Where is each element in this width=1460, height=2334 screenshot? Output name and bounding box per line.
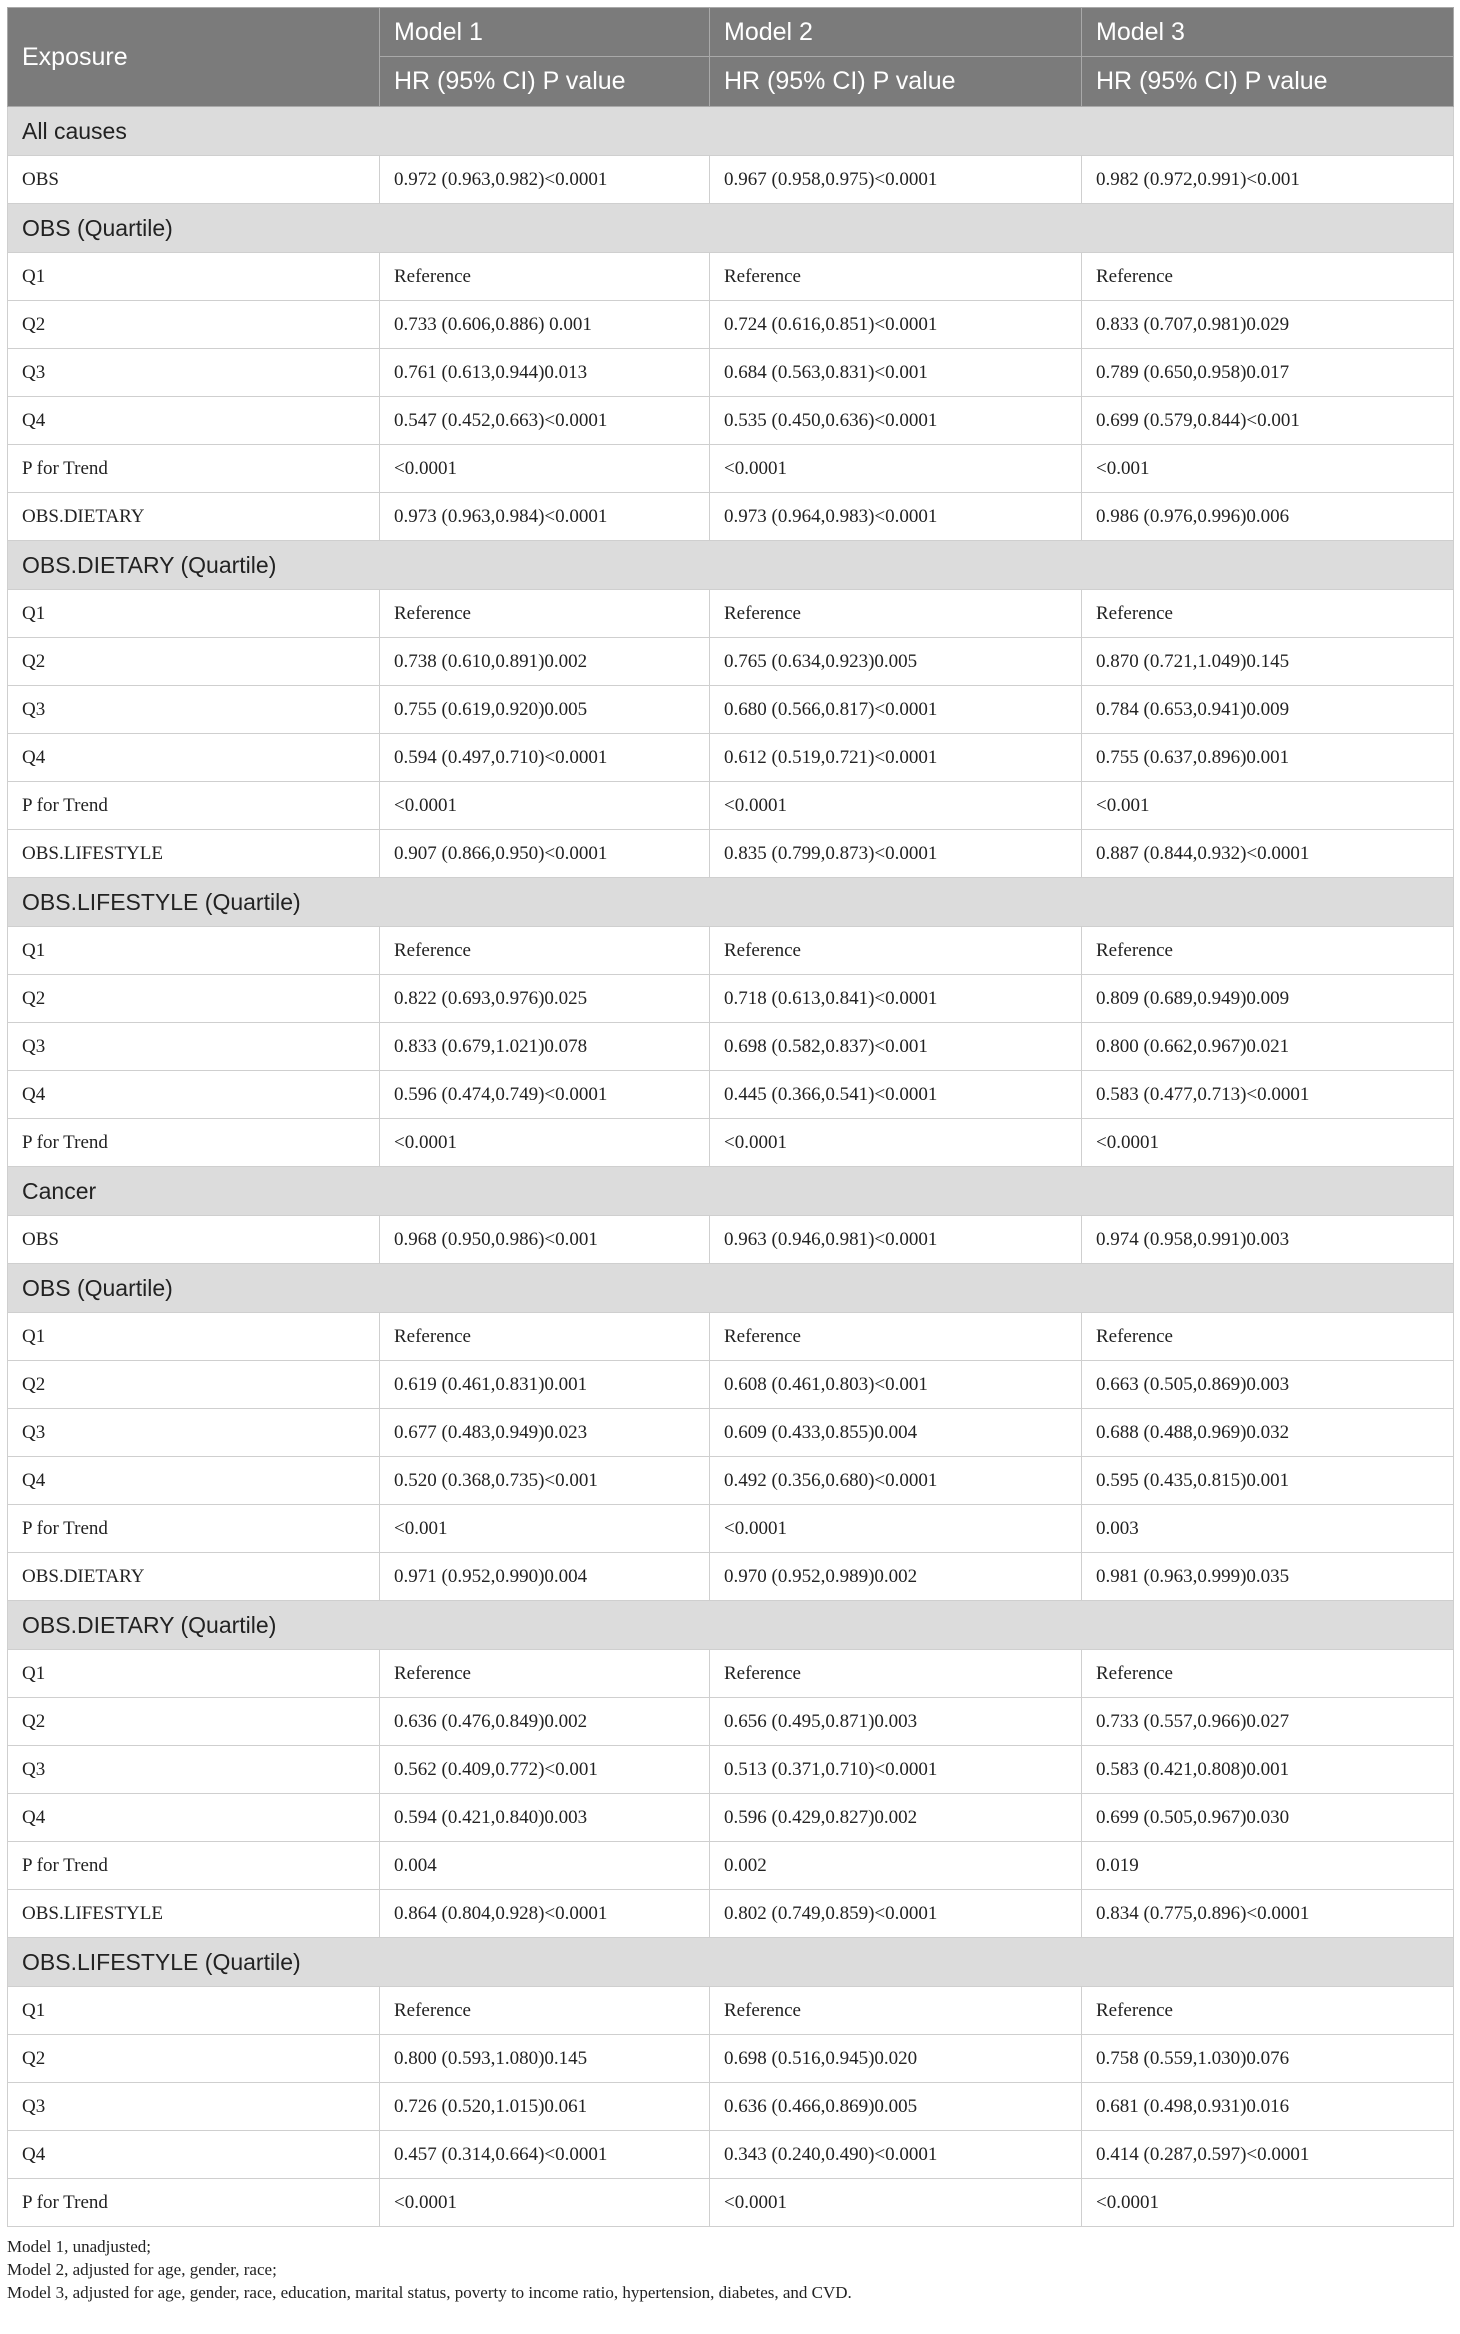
cell-model-3: 0.982 (0.972,0.991)<0.001	[1082, 156, 1454, 204]
cell-model-3: <0.0001	[1082, 2179, 1454, 2227]
table-row	[8, 1746, 1454, 1794]
row-label: OBS.DIETARY	[8, 493, 380, 541]
cell-model-2: 0.684 (0.563,0.831)<0.001	[710, 349, 1082, 397]
cell-model-1: 0.547 (0.452,0.663)<0.0001	[380, 397, 710, 445]
cell-model-2: Reference	[710, 927, 1082, 975]
section-header-row	[8, 1601, 1454, 1650]
table-row	[8, 1890, 1454, 1938]
header-exposure: Exposure	[8, 8, 380, 107]
cell-model-1: Reference	[380, 927, 710, 975]
row-label: P for Trend	[8, 2179, 380, 2227]
cell-model-3: Reference	[1082, 253, 1454, 301]
cell-model-1: 0.968 (0.950,0.986)<0.001	[380, 1216, 710, 1264]
table-row	[8, 253, 1454, 301]
table-row	[8, 2083, 1454, 2131]
cell-model-2: 0.724 (0.616,0.851)<0.0001	[710, 301, 1082, 349]
row-label: OBS.LIFESTYLE	[8, 830, 380, 878]
cell-model-3: 0.414 (0.287,0.597)<0.0001	[1082, 2131, 1454, 2179]
cell-model-3: 0.809 (0.689,0.949)0.009	[1082, 975, 1454, 1023]
table-row	[8, 1409, 1454, 1457]
row-label: Q3	[8, 349, 380, 397]
section-title: OBS.LIFESTYLE (Quartile)	[8, 1938, 1454, 1987]
cell-model-3: Reference	[1082, 590, 1454, 638]
cell-model-3: 0.663 (0.505,0.869)0.003	[1082, 1361, 1454, 1409]
row-label: Q3	[8, 1409, 380, 1457]
row-label: Q2	[8, 301, 380, 349]
table-row	[8, 2035, 1454, 2083]
cell-model-1: 0.971 (0.952,0.990)0.004	[380, 1553, 710, 1601]
row-label: Q3	[8, 2083, 380, 2131]
cell-model-2: <0.0001	[710, 1119, 1082, 1167]
cell-model-3: 0.789 (0.650,0.958)0.017	[1082, 349, 1454, 397]
cell-model-3: 0.981 (0.963,0.999)0.035	[1082, 1553, 1454, 1601]
cell-model-1: 0.833 (0.679,1.021)0.078	[380, 1023, 710, 1071]
cell-model-3: 0.834 (0.775,0.896)<0.0001	[1082, 1890, 1454, 1938]
row-label: Q4	[8, 1457, 380, 1505]
table-row	[8, 445, 1454, 493]
table-footnotes	[7, 2235, 1453, 2304]
table-header	[8, 8, 1454, 107]
section-header-row	[8, 1167, 1454, 1216]
table-row	[8, 1650, 1454, 1698]
row-label: Q4	[8, 734, 380, 782]
row-label: P for Trend	[8, 1505, 380, 1553]
cell-model-1: Reference	[380, 1987, 710, 2035]
header-model-2: Model 2	[710, 8, 1082, 57]
cell-model-2: 0.445 (0.366,0.541)<0.0001	[710, 1071, 1082, 1119]
cell-model-2: Reference	[710, 253, 1082, 301]
cell-model-1: 0.457 (0.314,0.664)<0.0001	[380, 2131, 710, 2179]
cell-model-1: Reference	[380, 590, 710, 638]
cell-model-2: 0.967 (0.958,0.975)<0.0001	[710, 156, 1082, 204]
results-table-container	[7, 7, 1453, 2304]
table-row	[8, 734, 1454, 782]
cell-model-2: <0.0001	[710, 1505, 1082, 1553]
section-title: Cancer	[8, 1167, 1454, 1216]
table-row	[8, 397, 1454, 445]
cell-model-2: 0.680 (0.566,0.817)<0.0001	[710, 686, 1082, 734]
table-row	[8, 1987, 1454, 2035]
cell-model-1: 0.726 (0.520,1.015)0.061	[380, 2083, 710, 2131]
table-row	[8, 1023, 1454, 1071]
cell-model-3: 0.755 (0.637,0.896)0.001	[1082, 734, 1454, 782]
cell-model-3: 0.583 (0.477,0.713)<0.0001	[1082, 1071, 1454, 1119]
row-label: Q4	[8, 2131, 380, 2179]
cell-model-2: 0.970 (0.952,0.989)0.002	[710, 1553, 1082, 1601]
cell-model-3: Reference	[1082, 927, 1454, 975]
cell-model-2: 0.535 (0.450,0.636)<0.0001	[710, 397, 1082, 445]
cell-model-2: 0.698 (0.582,0.837)<0.001	[710, 1023, 1082, 1071]
table-row	[8, 1216, 1454, 1264]
cell-model-2: 0.343 (0.240,0.490)<0.0001	[710, 2131, 1082, 2179]
cell-model-2: 0.973 (0.964,0.983)<0.0001	[710, 493, 1082, 541]
table-row	[8, 782, 1454, 830]
table-row	[8, 156, 1454, 204]
row-label: Q1	[8, 1313, 380, 1361]
row-label: Q1	[8, 927, 380, 975]
cell-model-3: 0.699 (0.505,0.967)0.030	[1082, 1794, 1454, 1842]
cell-model-1: 0.864 (0.804,0.928)<0.0001	[380, 1890, 710, 1938]
cell-model-1: 0.972 (0.963,0.982)<0.0001	[380, 156, 710, 204]
cell-model-2: 0.492 (0.356,0.680)<0.0001	[710, 1457, 1082, 1505]
table-row	[8, 349, 1454, 397]
cell-model-3: 0.688 (0.488,0.969)0.032	[1082, 1409, 1454, 1457]
row-label: Q1	[8, 590, 380, 638]
row-label: Q2	[8, 1698, 380, 1746]
cell-model-3: 0.833 (0.707,0.981)0.029	[1082, 301, 1454, 349]
subheader-model-1: HR (95% CI) P value	[380, 57, 710, 107]
cell-model-1: 0.907 (0.866,0.950)<0.0001	[380, 830, 710, 878]
cell-model-2: 0.636 (0.466,0.869)0.005	[710, 2083, 1082, 2131]
row-label: P for Trend	[8, 1842, 380, 1890]
row-label: OBS.DIETARY	[8, 1553, 380, 1601]
cell-model-2: 0.596 (0.429,0.827)0.002	[710, 1794, 1082, 1842]
table-row	[8, 1457, 1454, 1505]
row-label: Q2	[8, 1361, 380, 1409]
row-label: Q4	[8, 1794, 380, 1842]
table-row	[8, 590, 1454, 638]
cell-model-3: Reference	[1082, 1987, 1454, 2035]
table-row	[8, 2179, 1454, 2227]
cell-model-1: <0.0001	[380, 2179, 710, 2227]
section-header-row	[8, 1938, 1454, 1987]
cell-model-2: 0.608 (0.461,0.803)<0.001	[710, 1361, 1082, 1409]
cell-model-2: 0.963 (0.946,0.981)<0.0001	[710, 1216, 1082, 1264]
row-label: P for Trend	[8, 1119, 380, 1167]
cell-model-1: 0.733 (0.606,0.886) 0.001	[380, 301, 710, 349]
section-title: OBS (Quartile)	[8, 1264, 1454, 1313]
table-row	[8, 975, 1454, 1023]
table-body	[8, 107, 1454, 2227]
cell-model-1: <0.0001	[380, 1119, 710, 1167]
cell-model-2: Reference	[710, 1987, 1082, 2035]
cell-model-3: <0.0001	[1082, 1119, 1454, 1167]
cell-model-3: Reference	[1082, 1313, 1454, 1361]
cell-model-3: 0.800 (0.662,0.967)0.021	[1082, 1023, 1454, 1071]
header-model-3: Model 3	[1082, 8, 1454, 57]
table-row	[8, 1698, 1454, 1746]
footnote-model-3: Model 3, adjusted for age, gender, race, education, marital status, poverty to income ratio, hypertension, diabetes, and CVD.	[7, 2283, 852, 2302]
cell-model-1: 0.755 (0.619,0.920)0.005	[380, 686, 710, 734]
section-header-row	[8, 204, 1454, 253]
cell-model-1: 0.619 (0.461,0.831)0.001	[380, 1361, 710, 1409]
footnote-model-2: Model 2, adjusted for age, gender, race;	[7, 2260, 277, 2279]
cell-model-3: <0.001	[1082, 782, 1454, 830]
cell-model-1: 0.596 (0.474,0.749)<0.0001	[380, 1071, 710, 1119]
cell-model-3: 0.681 (0.498,0.931)0.016	[1082, 2083, 1454, 2131]
cell-model-2: <0.0001	[710, 445, 1082, 493]
cell-model-1: 0.636 (0.476,0.849)0.002	[380, 1698, 710, 1746]
cell-model-3: 0.758 (0.559,1.030)0.076	[1082, 2035, 1454, 2083]
section-header-row	[8, 541, 1454, 590]
row-label: OBS.LIFESTYLE	[8, 1890, 380, 1938]
table-row	[8, 1794, 1454, 1842]
row-label: Q3	[8, 1023, 380, 1071]
table-row	[8, 1842, 1454, 1890]
cell-model-3: 0.887 (0.844,0.932)<0.0001	[1082, 830, 1454, 878]
cell-model-2: 0.765 (0.634,0.923)0.005	[710, 638, 1082, 686]
cell-model-2: 0.513 (0.371,0.710)<0.0001	[710, 1746, 1082, 1794]
row-label: Q2	[8, 638, 380, 686]
cell-model-2: Reference	[710, 590, 1082, 638]
cell-model-2: 0.656 (0.495,0.871)0.003	[710, 1698, 1082, 1746]
cell-model-1: 0.738 (0.610,0.891)0.002	[380, 638, 710, 686]
section-title: OBS.DIETARY (Quartile)	[8, 1601, 1454, 1650]
cell-model-1: 0.520 (0.368,0.735)<0.001	[380, 1457, 710, 1505]
table-row	[8, 927, 1454, 975]
row-label: Q2	[8, 975, 380, 1023]
table-row	[8, 638, 1454, 686]
row-label: Q1	[8, 1650, 380, 1698]
cell-model-2: 0.802 (0.749,0.859)<0.0001	[710, 1890, 1082, 1938]
cell-model-1: 0.800 (0.593,1.080)0.145	[380, 2035, 710, 2083]
footnote-model-1: Model 1, unadjusted;	[7, 2237, 152, 2256]
row-label: Q4	[8, 1071, 380, 1119]
cell-model-1: 0.973 (0.963,0.984)<0.0001	[380, 493, 710, 541]
section-title: OBS (Quartile)	[8, 204, 1454, 253]
hazard-ratio-table	[7, 7, 1454, 2227]
cell-model-3: 0.699 (0.579,0.844)<0.001	[1082, 397, 1454, 445]
table-row	[8, 1119, 1454, 1167]
row-label: Q1	[8, 1987, 380, 2035]
cell-model-2: 0.609 (0.433,0.855)0.004	[710, 1409, 1082, 1457]
cell-model-1: 0.761 (0.613,0.944)0.013	[380, 349, 710, 397]
cell-model-3: 0.003	[1082, 1505, 1454, 1553]
section-title: OBS.DIETARY (Quartile)	[8, 541, 1454, 590]
row-label: OBS	[8, 1216, 380, 1264]
table-row	[8, 493, 1454, 541]
section-header-row	[8, 1264, 1454, 1313]
cell-model-2: <0.0001	[710, 782, 1082, 830]
cell-model-1: 0.562 (0.409,0.772)<0.001	[380, 1746, 710, 1794]
cell-model-3: 0.784 (0.653,0.941)0.009	[1082, 686, 1454, 734]
cell-model-3: 0.595 (0.435,0.815)0.001	[1082, 1457, 1454, 1505]
cell-model-2: 0.835 (0.799,0.873)<0.0001	[710, 830, 1082, 878]
row-label: P for Trend	[8, 445, 380, 493]
table-row	[8, 830, 1454, 878]
cell-model-3: 0.733 (0.557,0.966)0.027	[1082, 1698, 1454, 1746]
cell-model-1: 0.594 (0.421,0.840)0.003	[380, 1794, 710, 1842]
cell-model-2: 0.718 (0.613,0.841)<0.0001	[710, 975, 1082, 1023]
header-model-1: Model 1	[380, 8, 710, 57]
cell-model-3: 0.019	[1082, 1842, 1454, 1890]
table-row	[8, 1505, 1454, 1553]
cell-model-1: 0.594 (0.497,0.710)<0.0001	[380, 734, 710, 782]
cell-model-1: Reference	[380, 253, 710, 301]
cell-model-1: 0.677 (0.483,0.949)0.023	[380, 1409, 710, 1457]
cell-model-1: <0.0001	[380, 782, 710, 830]
table-row	[8, 686, 1454, 734]
cell-model-1: <0.0001	[380, 445, 710, 493]
cell-model-2: 0.002	[710, 1842, 1082, 1890]
cell-model-2: Reference	[710, 1313, 1082, 1361]
cell-model-2: 0.698 (0.516,0.945)0.020	[710, 2035, 1082, 2083]
cell-model-2: <0.0001	[710, 2179, 1082, 2227]
subheader-model-3: HR (95% CI) P value	[1082, 57, 1454, 107]
row-label: Q2	[8, 2035, 380, 2083]
cell-model-3: Reference	[1082, 1650, 1454, 1698]
row-label: Q3	[8, 686, 380, 734]
table-row	[8, 1313, 1454, 1361]
section-header-row	[8, 878, 1454, 927]
cell-model-2: Reference	[710, 1650, 1082, 1698]
cell-model-2: 0.612 (0.519,0.721)<0.0001	[710, 734, 1082, 782]
subheader-model-2: HR (95% CI) P value	[710, 57, 1082, 107]
table-row	[8, 1553, 1454, 1601]
table-row	[8, 1361, 1454, 1409]
row-label: OBS	[8, 156, 380, 204]
table-row	[8, 301, 1454, 349]
section-title: All causes	[8, 107, 1454, 156]
cell-model-3: 0.974 (0.958,0.991)0.003	[1082, 1216, 1454, 1264]
row-label: P for Trend	[8, 782, 380, 830]
cell-model-1: 0.004	[380, 1842, 710, 1890]
table-row	[8, 2131, 1454, 2179]
row-label: Q3	[8, 1746, 380, 1794]
section-header-row	[8, 107, 1454, 156]
section-title: OBS.LIFESTYLE (Quartile)	[8, 878, 1454, 927]
row-label: Q4	[8, 397, 380, 445]
cell-model-1: <0.001	[380, 1505, 710, 1553]
cell-model-3: 0.583 (0.421,0.808)0.001	[1082, 1746, 1454, 1794]
table-row	[8, 1071, 1454, 1119]
cell-model-1: Reference	[380, 1650, 710, 1698]
row-label: Q1	[8, 253, 380, 301]
cell-model-3: 0.870 (0.721,1.049)0.145	[1082, 638, 1454, 686]
cell-model-3: 0.986 (0.976,0.996)0.006	[1082, 493, 1454, 541]
cell-model-3: <0.001	[1082, 445, 1454, 493]
cell-model-1: Reference	[380, 1313, 710, 1361]
cell-model-1: 0.822 (0.693,0.976)0.025	[380, 975, 710, 1023]
